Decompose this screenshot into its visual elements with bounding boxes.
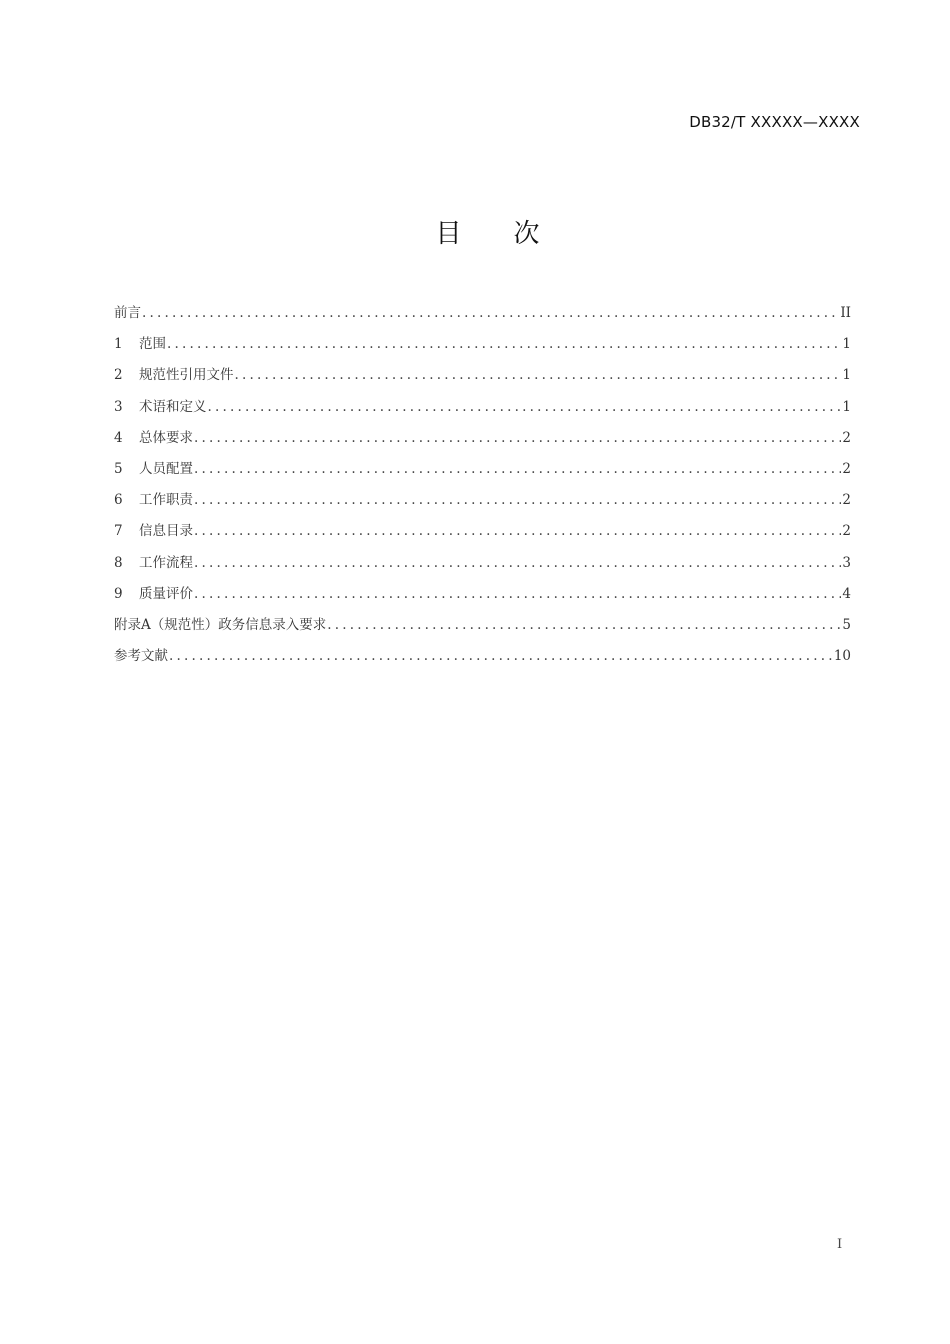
toc-entry-workflow[interactable] xyxy=(114,552,851,583)
toc-entry-foreword[interactable] xyxy=(114,302,851,333)
toc-entry-terms-definitions[interactable] xyxy=(114,396,851,427)
toc-entry-page: 10 xyxy=(833,648,851,665)
toc-entry-information-catalog[interactable] xyxy=(114,520,851,551)
toc-entry-number: 6 xyxy=(114,492,123,509)
toc-entry-staffing[interactable] xyxy=(114,458,851,489)
toc-entry-number: 9 xyxy=(114,585,123,602)
toc-leader-dots xyxy=(194,583,841,605)
toc-leader-dots xyxy=(208,396,842,418)
standard-code-header: DB32/T XXXXX—XXXX xyxy=(689,113,860,131)
footer-page-number: I xyxy=(837,1237,843,1252)
toc-entry-normative-references[interactable] xyxy=(114,364,851,395)
toc-entry-page: 2 xyxy=(842,523,851,540)
toc-entry-number: 8 xyxy=(114,554,123,571)
toc-entry-number: 4 xyxy=(114,429,123,446)
toc-entry-label: 信息目录 xyxy=(139,523,193,540)
toc-entry-responsibilities[interactable] xyxy=(114,489,851,520)
toc-leader-dots xyxy=(194,552,841,574)
toc-entry-number: 5 xyxy=(114,460,123,477)
toc-leader-dots xyxy=(169,645,833,667)
toc-entry-number: 7 xyxy=(114,523,123,540)
toc-entry-label: 术语和定义 xyxy=(139,398,207,415)
toc-entry-label: 附录A（规范性）政务信息录入要求 xyxy=(114,616,327,633)
toc-leader-dots xyxy=(235,364,842,386)
toc-entry-label: 工作职责 xyxy=(139,492,193,509)
toc-entry-page: 1 xyxy=(842,398,851,415)
toc-leader-dots xyxy=(142,302,839,324)
toc-entry-page: 3 xyxy=(842,554,851,571)
toc-entry-label: 前言 xyxy=(114,305,141,321)
toc-title xyxy=(0,213,950,250)
toc-entry-quality-evaluation[interactable] xyxy=(114,583,851,614)
toc-entry-label: 总体要求 xyxy=(139,429,193,446)
toc-leader-dots xyxy=(327,614,841,636)
toc-entry-number: 3 xyxy=(114,398,123,415)
toc-entry-page: 5 xyxy=(842,616,851,633)
toc-entry-appendix-a[interactable] xyxy=(114,614,851,645)
table-of-contents xyxy=(114,302,851,676)
toc-entry-page: 2 xyxy=(842,492,851,509)
toc-entry-page: 4 xyxy=(842,585,851,602)
toc-entry-page: 1 xyxy=(842,336,851,353)
toc-entry-number: 2 xyxy=(114,367,123,384)
toc-entry-page: II xyxy=(840,305,851,321)
toc-entry-label: 参考文献 xyxy=(114,648,168,665)
toc-entry-page: 1 xyxy=(842,367,851,384)
toc-leader-dots xyxy=(194,489,841,511)
toc-title-right: 次 xyxy=(513,219,540,249)
toc-entry-bibliography[interactable] xyxy=(114,645,851,676)
toc-entry-label: 人员配置 xyxy=(139,460,193,477)
toc-entry-page: 2 xyxy=(842,460,851,477)
toc-entry-number: 1 xyxy=(114,336,123,353)
toc-leader-dots xyxy=(194,520,841,542)
toc-entry-label: 范围 xyxy=(139,336,166,353)
toc-leader-dots xyxy=(167,333,841,355)
toc-title-left: 目 xyxy=(435,219,462,249)
toc-entry-label: 规范性引用文件 xyxy=(139,367,234,384)
toc-entry-general-requirements[interactable] xyxy=(114,427,851,458)
toc-entry-label: 质量评价 xyxy=(139,585,193,602)
toc-entry-scope[interactable] xyxy=(114,333,851,364)
toc-entry-page: 2 xyxy=(842,429,851,446)
toc-leader-dots xyxy=(194,427,841,449)
toc-entry-label: 工作流程 xyxy=(139,554,193,571)
toc-leader-dots xyxy=(194,458,841,480)
